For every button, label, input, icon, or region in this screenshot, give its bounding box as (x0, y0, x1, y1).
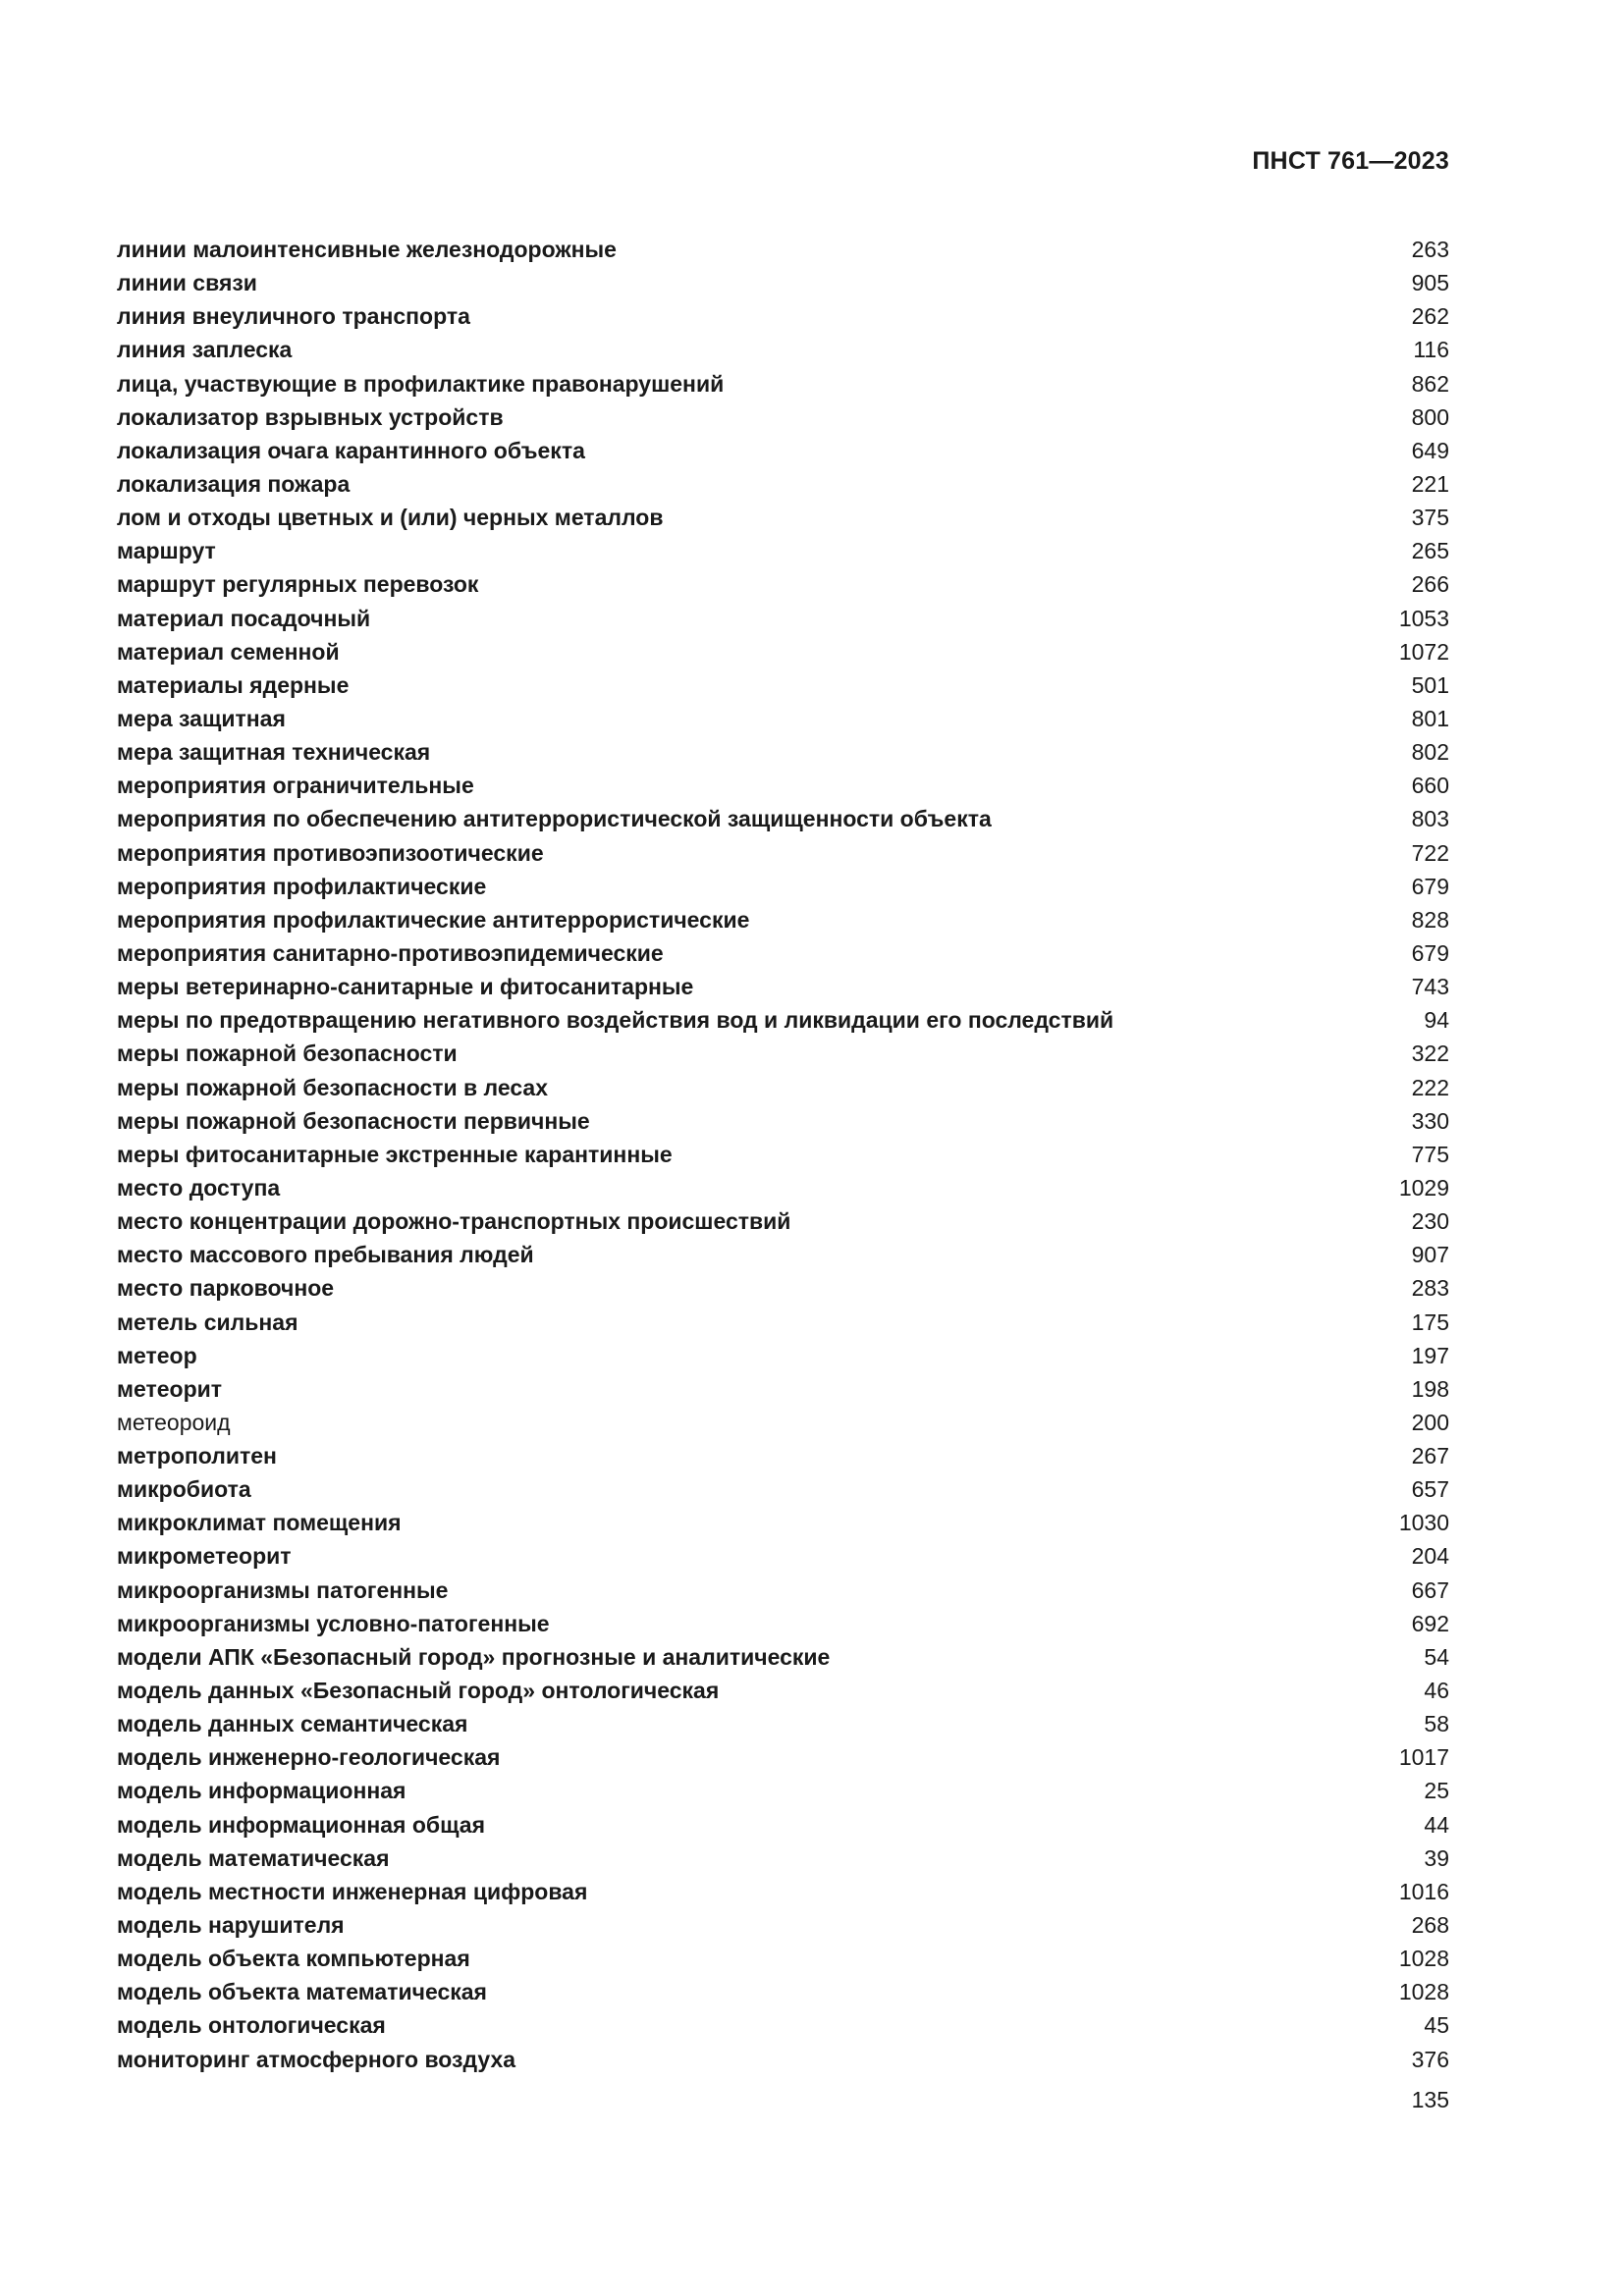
index-term: материалы ядерные (117, 671, 350, 698)
index-page-ref: 230 (1411, 1208, 1449, 1235)
index-term: материал семенной (117, 638, 340, 665)
index-entry (117, 970, 1449, 1003)
index-page-ref: 266 (1411, 571, 1449, 598)
index-page-ref: 330 (1411, 1107, 1449, 1134)
index-page-ref: 198 (1411, 1375, 1449, 1402)
index-term: микроорганизмы условно-патогенные (117, 1610, 550, 1636)
index-term: место массового пребывания людей (117, 1242, 534, 1268)
index-page-ref: 1017 (1398, 1744, 1449, 1771)
index-entry (117, 567, 1449, 601)
index-page-ref: 800 (1411, 403, 1449, 430)
index-entry (117, 702, 1449, 735)
index-term: локализация очага карантинного объекта (117, 437, 585, 463)
index-term: микробиота (117, 1476, 251, 1503)
index-entry (117, 1740, 1449, 1774)
index-entry (117, 1975, 1449, 2008)
index-entry (117, 299, 1449, 333)
index-entry (117, 266, 1449, 299)
index-entry (117, 1372, 1449, 1406)
index-term: мероприятия санитарно-противоэпидемические (117, 939, 664, 966)
index-page-ref: 1016 (1398, 1878, 1449, 1904)
index-term: модель инженерно-геологическая (117, 1744, 501, 1771)
index-term: мера защитная (117, 705, 286, 731)
index-page-ref: 94 (1424, 1007, 1449, 1034)
index-entry (117, 333, 1449, 366)
index-page-ref: 262 (1411, 303, 1449, 330)
index-entry (117, 836, 1449, 870)
index-term: материал посадочный (117, 605, 371, 631)
index-term: линии малоинтенсивные железнодорожные (117, 237, 617, 262)
index-term: модель математическая (117, 1844, 390, 1871)
index-term: маршрут регулярных перевозок (117, 571, 479, 598)
index-entry (117, 635, 1449, 668)
index-term: локализатор взрывных устройств (117, 403, 504, 430)
index-entry (117, 1238, 1449, 1271)
index-entry (117, 1138, 1449, 1171)
index-term: линии связи (117, 270, 257, 296)
index-page-ref: 679 (1411, 873, 1449, 899)
index-page-ref: 905 (1411, 270, 1449, 296)
index-page-ref: 667 (1411, 1576, 1449, 1603)
index-term: метеор (117, 1342, 197, 1368)
index-entry (117, 903, 1449, 936)
index-entry (117, 434, 1449, 467)
index-term: мера защитная техническая (117, 739, 431, 766)
index-entry (117, 1774, 1449, 1807)
index-entry (117, 1908, 1449, 1942)
index-term: меры пожарной безопасности в лесах (117, 1074, 549, 1100)
index-term: меры фитосанитарные экстренные карантинные (117, 1141, 673, 1167)
index-term: метель сильная (117, 1308, 298, 1335)
index-page-ref: 803 (1411, 806, 1449, 832)
index-page-ref: 828 (1411, 906, 1449, 933)
index-page-ref: 197 (1411, 1342, 1449, 1368)
index-page-ref: 679 (1411, 939, 1449, 966)
index-entry (117, 1406, 1449, 1439)
index-term: мероприятия ограничительные (117, 773, 474, 799)
index-page-ref: 802 (1411, 739, 1449, 766)
index-term: микроорганизмы патогенные (117, 1576, 449, 1603)
index-entry (117, 233, 1449, 266)
index-entry (117, 1707, 1449, 1740)
index-page-ref: 58 (1424, 1711, 1449, 1737)
index-entry (117, 735, 1449, 769)
index-page-ref: 376 (1411, 2046, 1449, 2072)
index-entry (117, 1439, 1449, 1472)
index-entry (117, 1875, 1449, 1908)
index-term: мероприятия противоэпизоотические (117, 839, 544, 866)
index-entry (117, 501, 1449, 534)
index-page-ref: 25 (1424, 1778, 1449, 1804)
index-entry (117, 802, 1449, 835)
index-entry (117, 1472, 1449, 1506)
index-entry (117, 467, 1449, 501)
index-entry (117, 1071, 1449, 1104)
index-page-ref: 722 (1411, 839, 1449, 866)
index-page-ref: 268 (1411, 1912, 1449, 1939)
index-term: место концентрации дорожно-транспортных происшествий (117, 1208, 791, 1235)
index-term: линия внеуличного транспорта (117, 303, 470, 330)
index-entry (117, 1640, 1449, 1674)
index-term: модель информационная (117, 1778, 406, 1804)
index-page-ref: 375 (1411, 505, 1449, 531)
index-page-ref: 775 (1411, 1141, 1449, 1167)
index-page-ref: 46 (1424, 1678, 1449, 1704)
index-term: лица, участвующие в профилактике правонарушений (117, 370, 725, 397)
index-page-ref: 907 (1411, 1242, 1449, 1268)
index-term: локализация пожара (117, 470, 351, 497)
index-page-ref: 660 (1411, 773, 1449, 799)
index-term: лом и отходы цветных и (или) черных металлов (117, 505, 664, 531)
index-page-ref: 54 (1424, 1643, 1449, 1670)
index-term: мероприятия профилактические антитеррористические (117, 906, 750, 933)
index-entry (117, 769, 1449, 802)
index-page-ref: 743 (1411, 974, 1449, 1000)
page-number: 135 (1411, 2087, 1449, 2112)
index-page-ref: 1053 (1398, 605, 1449, 631)
index-term: место доступа (117, 1174, 281, 1201)
index-page-ref: 116 (1413, 337, 1449, 363)
index-entry (117, 1942, 1449, 1975)
document-code: ПНСТ 761—2023 (1252, 147, 1449, 175)
index-term: микроклимат помещения (117, 1510, 402, 1536)
index-term: модели АПК «Безопасный город» прогнозные и аналитические (117, 1643, 831, 1670)
index-entry (117, 1271, 1449, 1305)
index-entry (117, 1204, 1449, 1238)
index-entry (117, 1808, 1449, 1842)
index-entry (117, 1104, 1449, 1138)
index-entry (117, 367, 1449, 400)
index-entry (117, 936, 1449, 970)
index-term: модель местности инженерная цифровая (117, 1878, 588, 1904)
index-page-ref: 322 (1411, 1041, 1449, 1067)
index-term: модель нарушителя (117, 1912, 345, 1939)
index-term: модель онтологическая (117, 2012, 386, 2039)
index-term: мониторинг атмосферного воздуха (117, 2046, 516, 2072)
index-page-ref: 862 (1411, 370, 1449, 397)
index-entry (117, 1674, 1449, 1707)
index-entry (117, 870, 1449, 903)
index-term: меры пожарной безопасности (117, 1041, 458, 1067)
index-page-ref: 1028 (1398, 1979, 1449, 2005)
index-term: модель объекта математическая (117, 1979, 487, 2005)
index-entry (117, 1306, 1449, 1339)
index-page-ref: 44 (1424, 1811, 1449, 1838)
index-entry (117, 1842, 1449, 1875)
index-entry (117, 1171, 1449, 1204)
index-list (117, 233, 1449, 2076)
index-term: маршрут (117, 538, 216, 564)
index-term: меры пожарной безопасности первичные (117, 1107, 590, 1134)
index-page-ref: 501 (1411, 671, 1449, 698)
index-page-ref: 200 (1411, 1409, 1449, 1435)
index-entry (117, 602, 1449, 635)
index-page-ref: 692 (1411, 1610, 1449, 1636)
index-page-ref: 265 (1411, 538, 1449, 564)
index-term: модель информационная общая (117, 1811, 486, 1838)
index-page-ref: 263 (1411, 237, 1449, 262)
index-page-ref: 649 (1411, 437, 1449, 463)
index-entry (117, 668, 1449, 702)
index-term: мероприятия профилактические (117, 873, 487, 899)
index-entry (117, 1574, 1449, 1607)
index-page-ref: 657 (1411, 1476, 1449, 1503)
index-term: метрополитен (117, 1443, 277, 1469)
index-page-ref: 221 (1411, 470, 1449, 497)
index-page-ref: 39 (1424, 1844, 1449, 1871)
index-page-ref: 801 (1411, 705, 1449, 731)
index-page-ref: 283 (1411, 1275, 1449, 1302)
index-term: меры по предотвращению негативного воздействия вод и ликвидации его последствий (117, 1007, 1114, 1034)
index-entry (117, 1339, 1449, 1372)
index-page-ref: 1030 (1398, 1510, 1449, 1536)
index-term: мероприятия по обеспечению антитеррористической защищенности объекта (117, 806, 992, 832)
index-page-ref: 222 (1411, 1074, 1449, 1100)
index-term: модель данных семантическая (117, 1711, 468, 1737)
index-term: место парковочное (117, 1275, 335, 1302)
index-page-ref: 45 (1424, 2012, 1449, 2039)
index-term: линия заплеска (117, 337, 293, 363)
index-entry (117, 1506, 1449, 1539)
index-page-ref: 175 (1411, 1308, 1449, 1335)
index-page-ref: 1072 (1398, 638, 1449, 665)
index-page-ref: 1028 (1398, 1946, 1449, 1972)
index-entry (117, 2043, 1449, 2076)
index-entry (117, 1607, 1449, 1640)
index-entry (117, 2008, 1449, 2042)
index-page-ref: 1029 (1398, 1174, 1449, 1201)
index-page-ref: 204 (1411, 1543, 1449, 1570)
index-term: метеороид (117, 1409, 231, 1435)
index-term: модель объекта компьютерная (117, 1946, 470, 1972)
index-entry (117, 1539, 1449, 1573)
index-term: микрометеорит (117, 1543, 292, 1570)
index-page-ref: 267 (1411, 1443, 1449, 1469)
index-entry (117, 1037, 1449, 1070)
index-term: меры ветеринарно-санитарные и фитосанитарные (117, 974, 694, 1000)
index-entry (117, 400, 1449, 434)
index-term: модель данных «Безопасный город» онтологическая (117, 1678, 720, 1704)
index-entry (117, 1003, 1449, 1037)
index-entry (117, 534, 1449, 567)
index-term: метеорит (117, 1375, 223, 1402)
